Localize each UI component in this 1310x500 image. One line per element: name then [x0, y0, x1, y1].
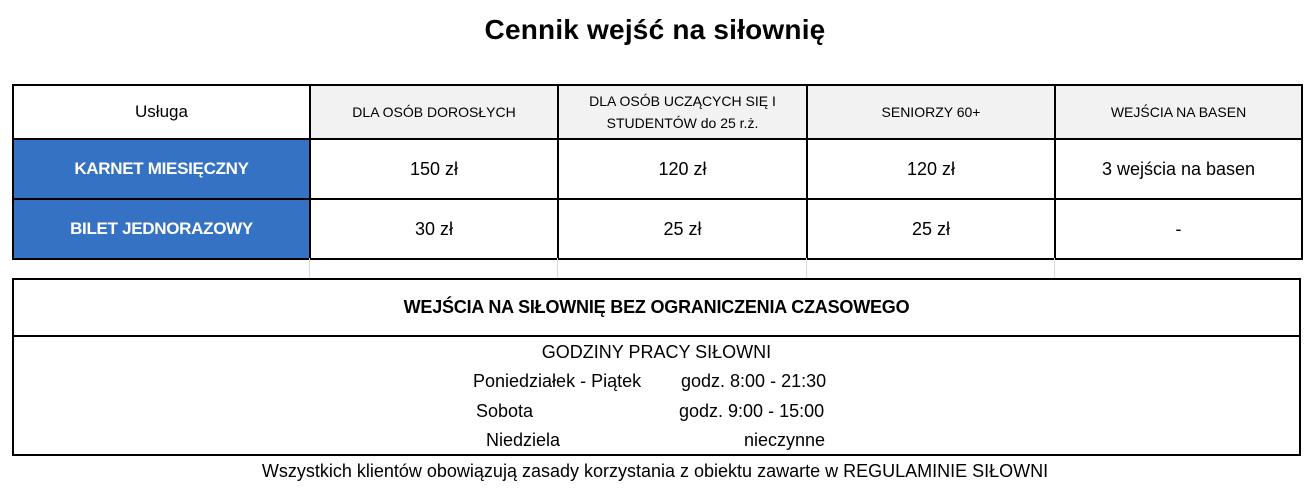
row-label-monthly-pass: KARNET MIESIĘCZNY	[13, 139, 310, 199]
price-cell: 150 zł	[310, 139, 558, 199]
header-seniors: SENIORZY 60+	[807, 85, 1055, 139]
header-pool: WEJŚCIA NA BASEN	[1055, 85, 1302, 139]
header-adults: DLA OSÓB DOROSŁYCH	[310, 85, 558, 139]
price-cell: 3 wejścia na basen	[1055, 139, 1302, 199]
schedule-time-saturday: godz. 9:00 - 15:00	[679, 401, 825, 421]
price-cell: 120 zł	[558, 139, 807, 199]
schedule-day-saturday: Sobota	[476, 401, 534, 421]
price-cell: 25 zł	[807, 199, 1055, 259]
table-row	[13, 199, 1302, 259]
price-table	[12, 84, 1303, 260]
schedule-day-weekdays: Poniedziałek - Piątek	[473, 371, 642, 391]
price-cell: 25 zł	[558, 199, 807, 259]
gridline-gap	[12, 258, 1301, 278]
gridline	[1054, 258, 1055, 278]
hours-section-title: WEJŚCIA NA SIŁOWNIĘ BEZ OGRANICZENIA CZASOWEGO	[14, 280, 1299, 337]
schedule-time-sunday: nieczynne	[744, 430, 826, 450]
header-service: Usługa	[13, 85, 310, 139]
price-cell: -	[1055, 199, 1302, 259]
header-students: DLA OSÓB UCZĄCYCH SIĘ I STUDENTÓW do 25 r.ż.	[558, 85, 807, 139]
opening-hours-box	[12, 278, 1301, 456]
schedule-day-sunday: Niedziela	[486, 430, 561, 450]
table-row	[13, 139, 1302, 199]
schedule-time-weekdays: godz. 8:00 - 21:30	[681, 371, 827, 391]
price-cell: 120 zł	[807, 139, 1055, 199]
row-label-single-ticket: BILET JEDNORAZOWY	[13, 199, 310, 259]
table-header-row	[13, 85, 1302, 139]
gridline	[806, 258, 807, 278]
hours-subtitle: GODZINY PRACY SIŁOWNI	[541, 342, 772, 362]
gridline	[557, 258, 558, 278]
gridline	[309, 258, 310, 278]
rules-notice: Wszystkich klientów obowiązują zasady korzystania z obiektu zawarte w REGULAMINIE SIŁOWNI	[261, 461, 1049, 481]
price-cell: 30 zł	[310, 199, 558, 259]
page-title: Cennik wejść na siłownię	[484, 14, 826, 45]
